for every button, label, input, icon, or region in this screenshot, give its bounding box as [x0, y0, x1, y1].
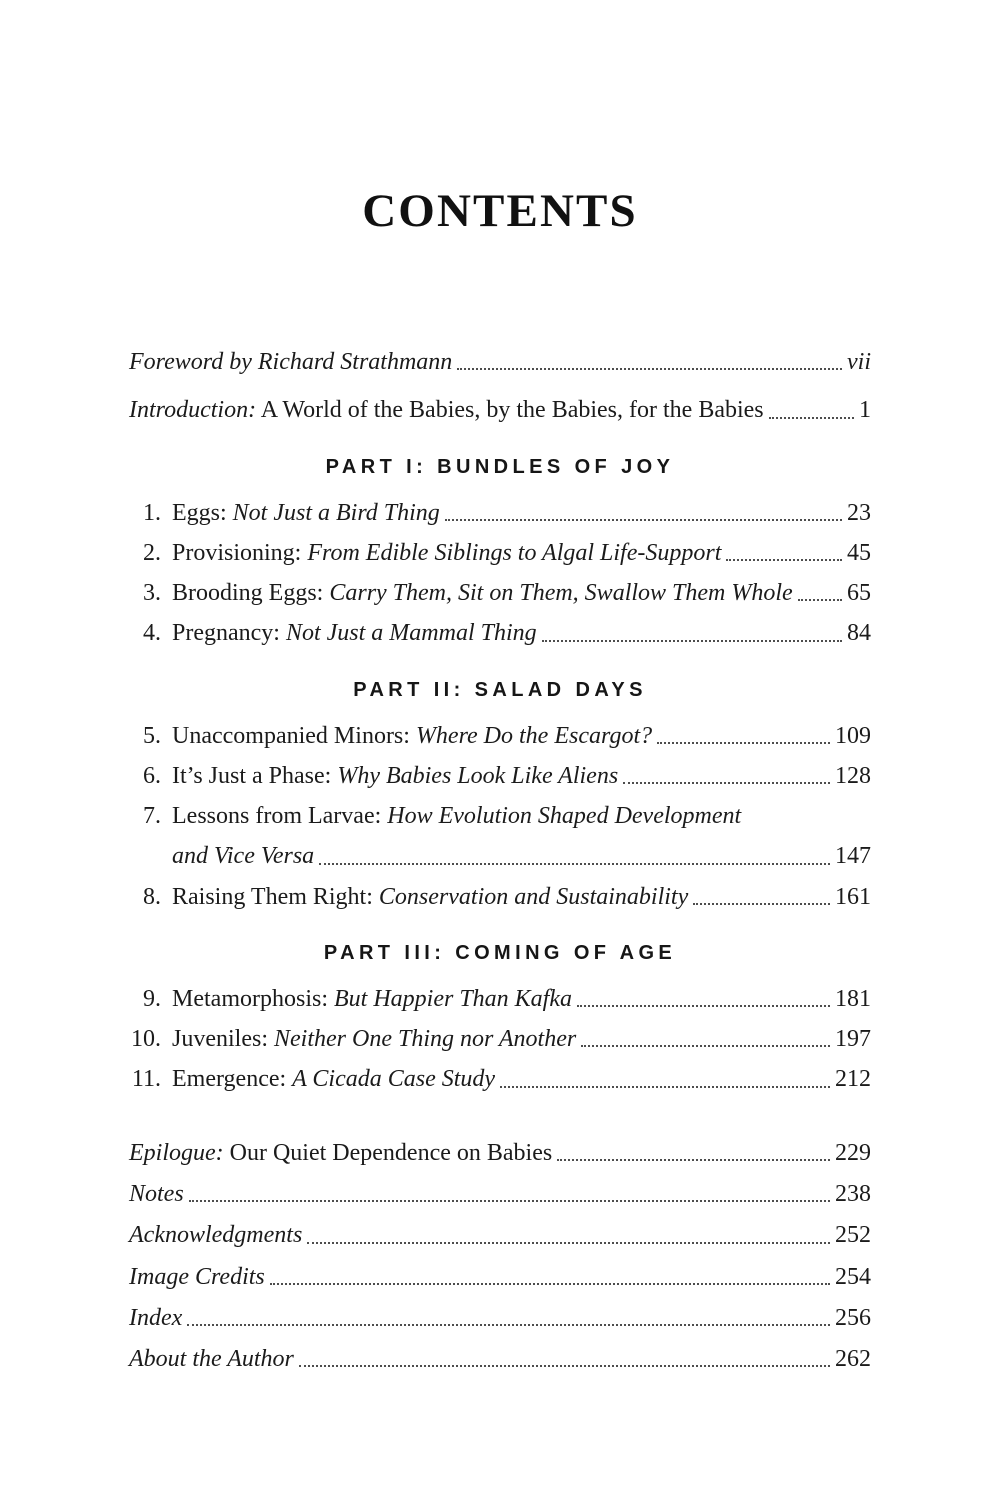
part-heading-3: PART III: COMING OF AGE [323, 941, 677, 964]
toc-entry-chapter-1 [129, 499, 871, 528]
page-number: 252 [835, 1222, 871, 1249]
chapter-title-roman: Unaccompanied Minors: [172, 722, 416, 749]
entry-label [129, 396, 764, 425]
toc-entry-about-the-author [129, 1345, 871, 1374]
chapter-title-roman: Eggs: [172, 499, 233, 526]
entry-label [129, 348, 452, 377]
dot-leader [798, 599, 842, 601]
chapter-title-roman: Lessons from Larvae: [172, 803, 388, 830]
toc-entry-chapter-8 [129, 883, 871, 912]
chapter-title-roman: Emergence: [172, 1066, 293, 1093]
dot-leader [657, 742, 830, 744]
page-number: 212 [835, 1066, 871, 1093]
entry-label-italic: Image Credits [129, 1263, 265, 1290]
entry-label-italic: Epilogue: [129, 1139, 224, 1166]
dot-leader [769, 417, 854, 419]
dot-leader [623, 782, 830, 784]
toc-entry-notes [129, 1180, 871, 1209]
chapter-number: 5. [143, 722, 161, 749]
entry-label [129, 1263, 265, 1292]
chapter-title [172, 1025, 576, 1054]
toc-entry-chapter-7-line-1 [129, 802, 871, 831]
chapter-subtitle: How Evolution Shaped Development [387, 803, 742, 830]
entry-label-italic: About the Author [129, 1346, 294, 1373]
entry-label-roman: A World of the Babies, by the Babies, for the Babies [256, 397, 764, 424]
toc-entry-chapter-11 [129, 1065, 871, 1094]
chapter-number: 3. [143, 580, 161, 607]
toc-entry-chapter-2 [129, 539, 871, 568]
chapter-title [172, 883, 688, 912]
dot-leader [500, 1086, 830, 1088]
toc-entry-chapter-3 [129, 579, 871, 608]
dot-leader [557, 1159, 830, 1161]
chapter-title-roman: Brooding Eggs: [172, 580, 330, 607]
chapter-title [172, 985, 572, 1014]
toc-entry-chapter-9 [129, 985, 871, 1014]
page-number: 147 [835, 843, 871, 870]
page-number: vii [847, 349, 871, 375]
chapter-subtitle: Not Just a Mammal Thing [285, 620, 537, 647]
entry-label-italic: Introduction: [129, 397, 257, 424]
toc-entry-introduction [129, 396, 871, 425]
toc-entry-chapter-5 [129, 722, 871, 751]
page-number: 197 [835, 1026, 871, 1053]
chapter-title-roman: Juveniles: [172, 1026, 274, 1053]
entry-label-italic: Foreword by Richard Strathmann [129, 349, 453, 375]
chapter-title-roman: Pregnancy: [172, 620, 286, 647]
chapter-number: 8. [143, 883, 161, 910]
chapter-title [172, 762, 618, 791]
chapter-subtitle: Where Do the Escargot? [415, 722, 653, 749]
contents-page [129, 0, 871, 1374]
chapter-number: 2. [143, 539, 161, 566]
chapter-subtitle: Neither One Thing nor Another [274, 1026, 577, 1053]
dot-leader [270, 1283, 830, 1285]
chapter-title-roman: Provisioning: [172, 539, 308, 566]
page-number: 262 [835, 1346, 871, 1373]
dot-leader [693, 903, 830, 905]
chapter-subtitle: Why Babies Look Like Aliens [337, 762, 619, 789]
entry-label [129, 1221, 302, 1250]
chapter-title [172, 619, 537, 648]
chapter-subtitle: Carry Them, Sit on Them, Swallow Them Whole [329, 580, 793, 607]
toc-entry-chapter-6 [129, 762, 871, 791]
dot-leader [577, 1005, 830, 1007]
chapter-title [172, 722, 652, 751]
chapter-number: 10. [131, 1026, 161, 1053]
chapter-number: 11. [131, 1066, 161, 1093]
page-number: 23 [847, 499, 871, 526]
dot-leader [445, 519, 842, 521]
page-title: CONTENTS [362, 185, 638, 237]
entry-label [129, 1345, 294, 1374]
chapter-number: 7. [143, 803, 161, 830]
chapter-number: 6. [143, 762, 161, 789]
dot-leader [581, 1045, 830, 1047]
dot-leader [457, 368, 842, 370]
toc-entry-acknowledgments [129, 1221, 871, 1250]
chapter-title [172, 499, 440, 528]
dot-leader [319, 863, 830, 865]
chapter-title [172, 579, 793, 608]
entry-label-italic: Notes [129, 1180, 184, 1207]
toc-entry-image-credits [129, 1263, 871, 1292]
dot-leader [307, 1242, 830, 1244]
page-number: 254 [835, 1263, 871, 1290]
entry-label-italic: Index [129, 1304, 183, 1331]
page-number: 229 [835, 1139, 871, 1166]
page-number: 181 [835, 985, 871, 1012]
entry-label [129, 1304, 182, 1333]
entry-label-italic: Acknowledgments [129, 1222, 303, 1249]
page-number: 1 [859, 397, 871, 424]
page-number: 256 [835, 1304, 871, 1331]
page-number: 161 [835, 883, 871, 910]
chapter-title [172, 802, 741, 831]
page-number: 45 [847, 539, 871, 566]
toc-entry-foreword [129, 348, 871, 377]
toc-entry-epilogue [129, 1139, 871, 1168]
entry-label-roman: Our Quiet Dependence on Babies [223, 1139, 553, 1166]
page-number: 128 [835, 762, 871, 789]
chapter-subtitle: A Cicada Case Study [292, 1066, 496, 1093]
page-number: 65 [847, 580, 871, 607]
chapter-subtitle-continuation: and Vice Versa [172, 843, 315, 870]
chapter-subtitle: Conservation and Sustainability [378, 883, 689, 910]
toc-entry-chapter-4 [129, 619, 871, 648]
chapter-title [172, 1065, 495, 1094]
chapter-subtitle: From Edible Siblings to Algal Life-Support [307, 539, 722, 566]
chapter-number: 1. [143, 499, 161, 526]
chapter-number: 4. [143, 620, 161, 647]
toc-entry-chapter-7-line-2 [129, 842, 871, 871]
entry-label [129, 1139, 552, 1168]
chapter-title [172, 539, 721, 568]
chapter-title-roman: Raising Them Right: [172, 883, 379, 910]
dot-leader [726, 559, 842, 561]
page-number: 238 [835, 1180, 871, 1207]
part-heading-2: PART II: SALAD DAYS [353, 678, 647, 701]
dot-leader [189, 1200, 830, 1202]
chapter-title-roman: Metamorphosis: [172, 985, 334, 1012]
page-number: 84 [847, 620, 871, 647]
chapter-title-roman: It’s Just a Phase: [172, 762, 338, 789]
dot-leader [299, 1365, 830, 1367]
entry-label [129, 1180, 184, 1209]
dot-leader [542, 640, 842, 642]
chapter-number: 9. [143, 985, 161, 1012]
dot-leader [187, 1324, 830, 1326]
toc-entry-chapter-10 [129, 1025, 871, 1054]
chapter-subtitle: Not Just a Bird Thing [232, 499, 440, 526]
part-heading-1: PART I: BUNDLES OF JOY [325, 455, 675, 478]
chapter-subtitle: But Happier Than Kafka [334, 985, 572, 1012]
toc-entry-index [129, 1304, 871, 1333]
page-number: 109 [835, 722, 871, 749]
